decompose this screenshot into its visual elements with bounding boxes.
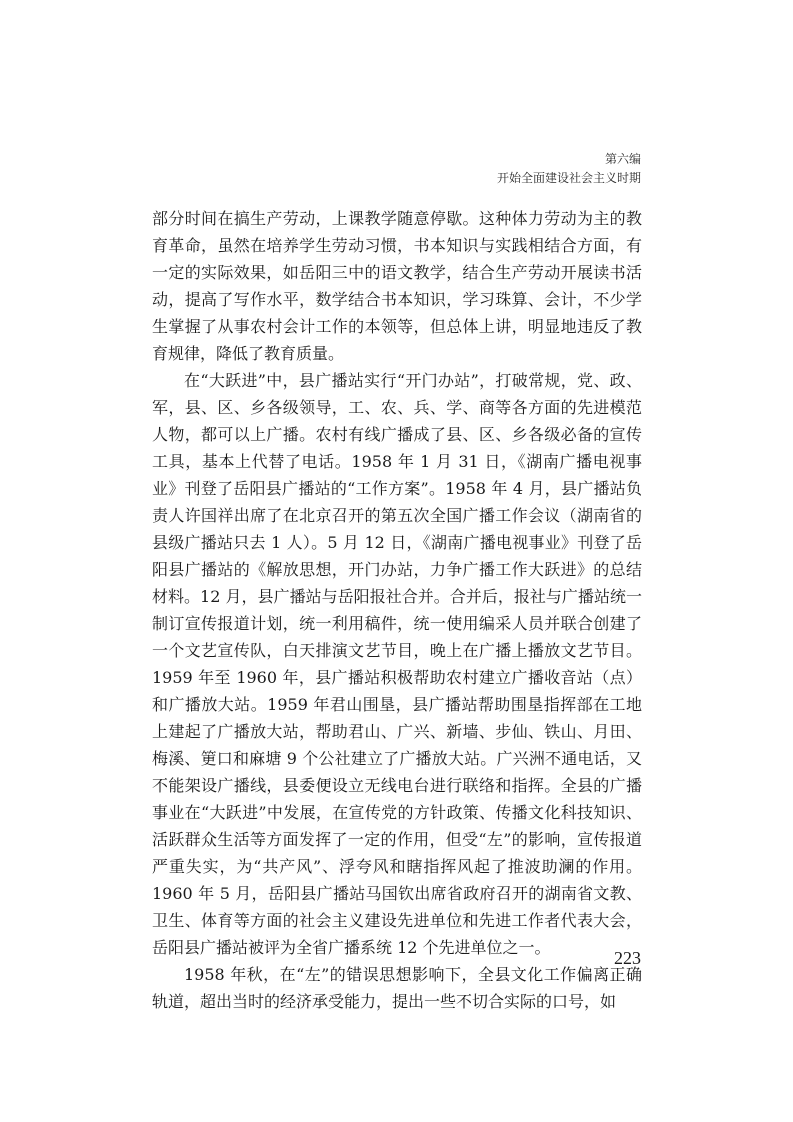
running-head <box>497 150 641 188</box>
chapter-title: 开始全面建设社会主义时期 <box>496 171 641 185</box>
paragraph-culture: 1958 年秋，在“左”的错误思想影响下，全县文化工作偏离正确轨道，超出当时的经济承受能力，提出一些不切合实际的口号，如 <box>152 965 642 1011</box>
paragraph-continued: 部分时间在搞生产劳动，上课教学随意停歇。这种体力劳动为主的教育革命，虽然在培养学生劳动习惯，书本知识与实践相结合方面，有一定的实际效果，如岳阳三中的语文教学，结合生产劳动开展读书活动，提高了写作水平，数学结合书本知识，学习珠算、会计，不少学生掌握了从事农村会计工作的本领等，但总体上讲，明显地违反了教育规律，降低了教育质量。 <box>152 209 642 363</box>
paragraph-broadcasting: 在“大跃进”中，县广播站实行“开门办站”，打破常规，党、政、军，县、区、乡各级领导，工、农、兵、学、商等各方面的先进模范人物，都可以上广播。农村有线广播成了县、区、乡各级必备的宣传工具，基本上代替了电话。1958 年 1 月 31 日，《湖南广播电视事业》刊登了岳阳县广播站的“工作方案”。1958 年 4 月，县广播站负责人许国祥出席了在北京召开的第五次全国广播工作会议（湖南省的县级广播站只去 1 人）。5 月 12 日，《湖南广播电视事业》刊登了岳阳县广播站的《解放思想，开门办站，力争广播工作大跃进》的总结材料。12 月，县广播站与岳阳报社合并。合并后，报社与广播站统一制订宣传报道计划，统一利用稿件，统一使用编采人员并联合创建了一个文艺宣传队，白天排演文艺节目，晚上在广播上播放文艺节目。1959 年至 1960 年，县广播站积极帮助农村建立广播收音站（点）和广播放大站。1959 年君山围垦，县广播站帮助围垦指挥部在工地上建起了广播放大站，帮助君山、广兴、新墙、步仙、铁山、月田、梅溪、筻口和麻塘 9 个公社建立了广播放大站。广兴洲不通电话，又不能架设广播线，县委便设立无线电台进行联络和指挥。全县的广播事业在“大跃进”中发展，在宣传党的方针政策、传播文化科技知识、活跃群众生活等方面发挥了一定的作用，但受“左”的影响，宣传报道严重失实，为“共产风”、浮夸风和瞎指挥风起了推波助澜的作用。1960 年 5 月，岳阳县广播站马国钦出席省政府召开的湖南省文教、卫生、体育等方面的社会主义建设先进单位和先进工作者代表大会，岳阳县广播站被评为全省广播系统 12 个先进单位之一。 <box>152 371 642 957</box>
body-text <box>152 205 642 1015</box>
page-number: 223 <box>614 948 641 968</box>
part-label: 第六编 <box>604 152 641 166</box>
